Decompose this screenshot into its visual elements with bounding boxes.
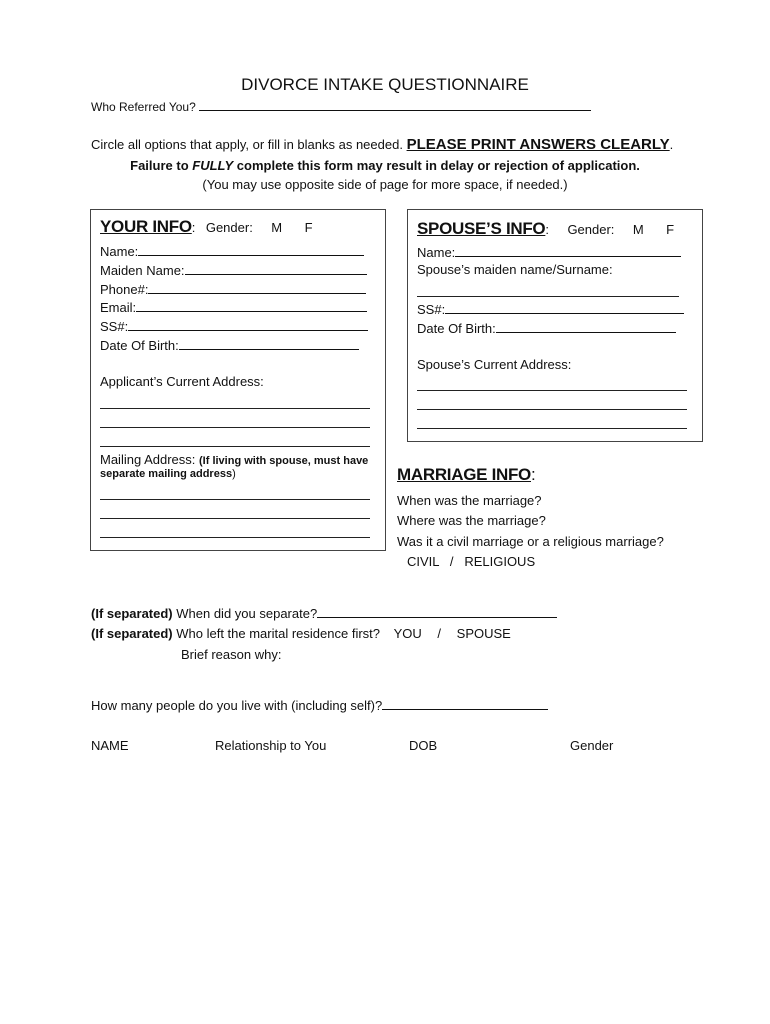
separation-option-spouse[interactable]: SPOUSE (456, 626, 511, 641)
separation-option-you[interactable]: YOU (393, 626, 422, 641)
spouse-name-row: Name: (417, 244, 681, 260)
your-info-heading: YOUR INFO (100, 217, 192, 236)
spouse-ss-row: SS#: (417, 301, 684, 317)
your-maiden-field[interactable] (185, 262, 367, 275)
household-count-field[interactable] (382, 697, 548, 710)
household-col-relationship: Relationship to You (215, 738, 327, 753)
spouse-name-field[interactable] (455, 244, 681, 257)
referred-row (91, 98, 591, 114)
your-email-row: Email: (100, 299, 367, 315)
applicant-address-label: Applicant’s Current Address: (100, 374, 264, 389)
applicant-address-line-2[interactable] (100, 427, 370, 428)
your-ss-field[interactable] (128, 318, 368, 331)
spouse-address-line-2[interactable] (417, 409, 687, 410)
spouse-ss-field[interactable] (445, 301, 684, 314)
your-gender-f[interactable]: F (304, 220, 313, 235)
separation-who-row: (If separated) Who left the marital residence first? YOU / SPOUSE (91, 626, 511, 641)
mailing-address-note: separate mailing address) (100, 468, 236, 480)
marriage-type-options[interactable]: CIVIL / RELIGIOUS (407, 554, 536, 569)
marriage-when: When was the marriage? (397, 493, 542, 508)
marriage-type: Was it a civil marriage or a religious marriage? (397, 534, 664, 549)
your-dob-row: Date Of Birth: (100, 337, 359, 353)
print-clearly-emphasis: PLEASE PRINT ANSWERS CLEARLY (406, 136, 670, 153)
marriage-info-heading: MARRIAGE INFO (397, 465, 531, 484)
your-ss-row: SS#: (100, 318, 368, 334)
your-name-row: Name: (100, 243, 364, 259)
marriage-where: Where was the marriage? (397, 513, 546, 528)
spouse-address-label: Spouse’s Current Address: (417, 357, 572, 372)
mailing-address-line-1[interactable] (100, 499, 370, 500)
your-info-header: YOUR INFO: Gender: M F (100, 217, 313, 236)
mailing-address-line-3[interactable] (100, 537, 370, 538)
spouse-dob-field[interactable] (496, 320, 676, 333)
spouse-address-line-1[interactable] (417, 390, 687, 391)
your-dob-field[interactable] (179, 337, 359, 350)
instructions-line1: Circle all options that apply, or fill in blanks as needed. PLEASE PRINT ANSWERS CLEARLY. (91, 136, 674, 153)
your-email-field[interactable] (136, 299, 367, 312)
page-title: DIVORCE INTAKE QUESTIONNAIRE (241, 75, 529, 94)
spouse-info-heading: SPOUSE’S INFO (417, 219, 546, 238)
instructions-line2: Failure to FULLY complete this form may result in delay or rejection of application. (130, 158, 640, 173)
referred-label: Who Referred You? (91, 100, 196, 114)
separation-date-field[interactable] (317, 605, 557, 618)
your-gender-m[interactable]: M (271, 220, 283, 235)
household-col-dob: DOB (409, 738, 438, 753)
your-maiden-row: Maiden Name: (100, 262, 367, 278)
applicant-address-line-3[interactable] (100, 446, 370, 447)
separation-when-row: (If separated) When did you separate? (91, 605, 557, 621)
spouse-gender-f[interactable]: F (666, 222, 675, 237)
separation-reason: Brief reason why: (181, 647, 282, 662)
spouse-gender-m[interactable]: M (632, 222, 644, 237)
your-phone-field[interactable] (148, 281, 366, 294)
referred-field[interactable] (199, 98, 591, 111)
mailing-address-label: Mailing Address: (If living with spouse, must have (100, 452, 369, 467)
spouse-maiden-label: Spouse’s maiden name/Surname: (417, 262, 613, 277)
your-phone-row: Phone#: (100, 281, 366, 297)
your-name-field[interactable] (138, 243, 364, 256)
applicant-address-line-1[interactable] (100, 408, 370, 409)
household-col-gender: Gender (570, 738, 614, 753)
mailing-address-line-2[interactable] (100, 518, 370, 519)
household-question-row: How many people do you live with (including self)? (91, 697, 548, 713)
spouse-info-header: SPOUSE’S INFO: Gender: M F (417, 219, 675, 238)
spouse-address-line-3[interactable] (417, 428, 687, 429)
household-col-name: NAME (91, 738, 129, 753)
spouse-dob-row: Date Of Birth: (417, 320, 676, 336)
instructions-line3: (You may use opposite side of page for more space, if needed.) (202, 177, 568, 192)
spouse-maiden-field[interactable] (417, 296, 679, 297)
marriage-info-header: MARRIAGE INFO: (397, 465, 536, 484)
